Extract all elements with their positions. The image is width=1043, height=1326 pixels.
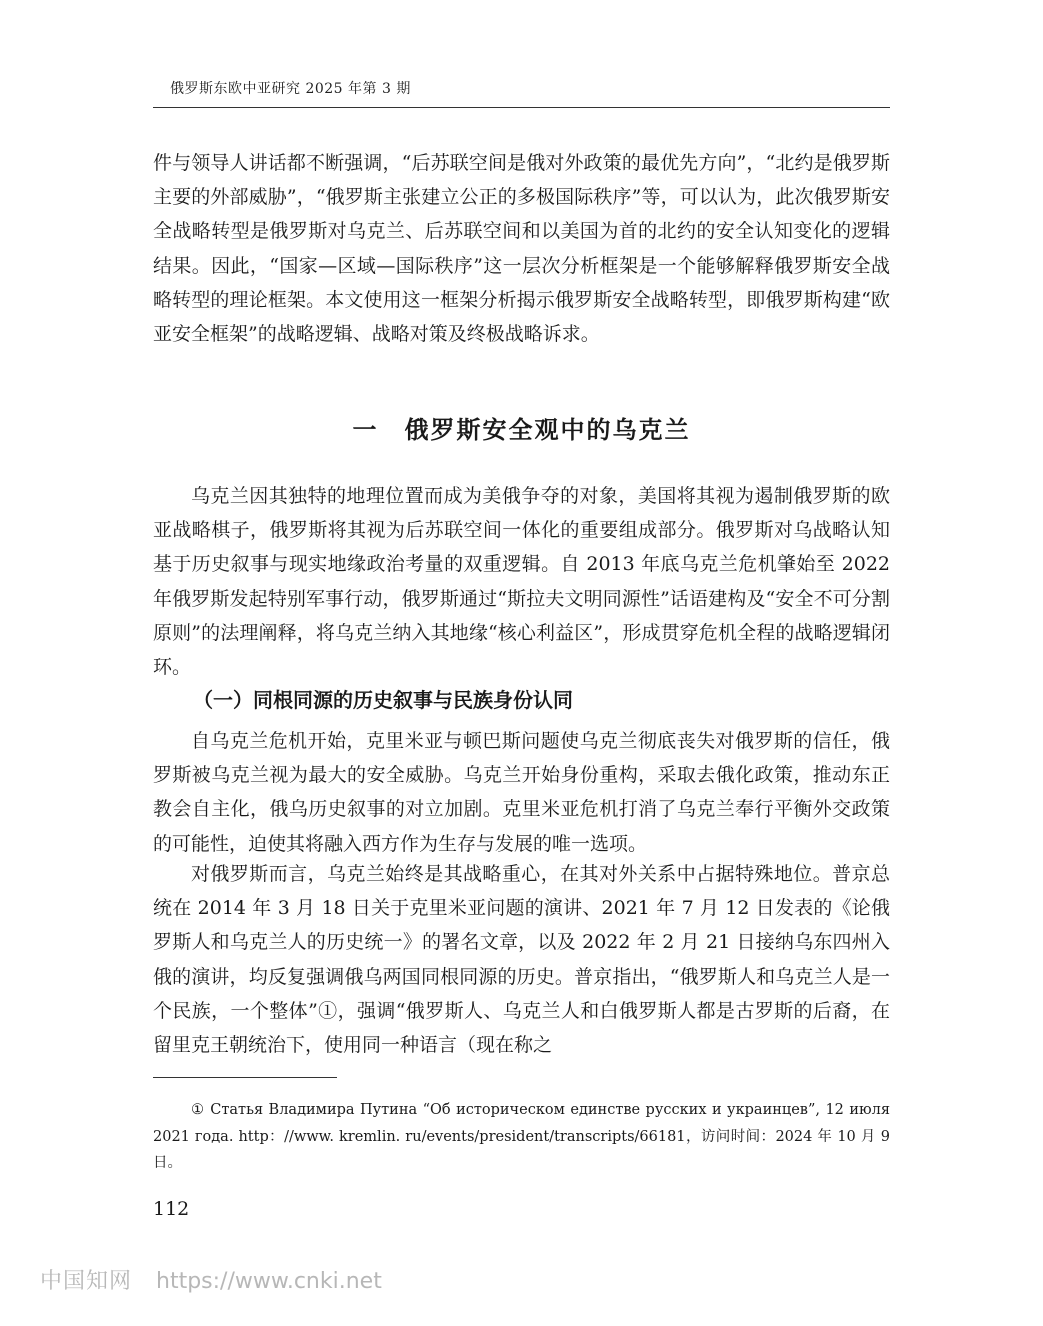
- cnki-logo-text: 中国知网: [40, 1269, 133, 1294]
- paragraph-text: 对俄罗斯而言，乌克兰始终是其战略重心，在其对外关系中占据特殊地位。普京总统在 2014 年 3 月 18 日关于克里米亚问题的演讲、2021 年 7 月 12 日发表的《论俄罗斯人和乌克兰人的历史统一》的署名文章，以及 2022 年 2 月 21 日接纳乌东四州入俄的演讲，均反复强调俄乌两国同根同源的历史。普京指出，“俄罗斯人和乌克兰人是一个民族，一个整体”: [153, 863, 890, 1022]
- footnote: ① Статья Владимира Путина “Об историческом единстве русских и украинцев”, 12 июля 2021 года. http：//www. kremlin. ru/events/president/transcripts/66181，访问时间：2024 年 10 月 9 日。: [153, 1102, 890, 1171]
- paragraph-putin-speeches: [153, 857, 890, 1062]
- footnote-marker[interactable]: ①: [317, 999, 338, 1022]
- page-number: 112: [153, 1198, 190, 1220]
- footnote-rule: [153, 1077, 337, 1078]
- section-number: 一: [352, 416, 379, 444]
- section-title-text: 俄罗斯安全观中的乌克兰: [404, 416, 691, 444]
- cnki-watermark: [40, 1264, 382, 1295]
- running-head: 俄罗斯东欧中亚研究 2025 年第 3 期: [170, 81, 411, 97]
- section-heading: [153, 410, 890, 445]
- subsection-heading: （一）同根同源的历史叙事与民族身份认同: [193, 688, 573, 712]
- paragraph-intro: 乌克兰因其独特的地理位置而成为美俄争夺的对象，美国将其视为遏制俄罗斯的欧亚战略棋子，俄罗斯将其视为后苏联空间一体化的重要组成部分。俄罗斯对乌战略认知基于历史叙事与现实地缘政治考量的双重逻辑。自 2013 年底乌克兰危机肇始至 2022 年俄罗斯发起特别军事行动，俄罗斯通过“斯拉夫文明同源性”话语建构及“安全不可分割原则”的法理阐释，将乌克兰纳入其地缘“核心利益区”，形成贯穿危机全程的战略逻辑闭环。: [153, 485, 890, 679]
- paragraph-identity: 自乌克兰危机开始，克里米亚与顿巴斯问题使乌克兰彻底丧失对俄罗斯的信任，俄罗斯被乌克兰视为最大的安全威胁。乌克兰开始身份重构，采取去俄化政策，推动东正教会自主化，俄乌历史叙事的对立加剧。克里米亚危机打消了乌克兰奉行平衡外交政策的可能性，迫使其将融入西方作为生存与发展的唯一选项。: [153, 730, 890, 855]
- header-rule: [153, 107, 890, 108]
- cnki-url[interactable]: https://www.cnki.net: [156, 1269, 382, 1294]
- paragraph-continuation: 件与领导人讲话都不断强调，“后苏联空间是俄对外政策的最优先方向”，“北约是俄罗斯主要的外部威胁”，“俄罗斯主张建立公正的多极国际秩序”等，可以认为，此次俄罗斯安全战略转型是俄罗斯对乌克兰、后苏联空间和以美国为首的北约的安全认知变化的逻辑结果。因此，“国家—区域—国际秩序”这一层次分析框架是一个能够解释俄罗斯安全战略转型的理论框架。本文使用这一框架分析揭示俄罗斯安全战略转型，即俄罗斯构建“欧亚安全框架”的战略逻辑、战略对策及终极战略诉求。: [153, 152, 890, 346]
- paragraph-text-rest: ，强调“俄罗斯人、乌克兰人和白俄罗斯人都是古罗斯的后裔，在留里克王朝统治下，使用同一种语言（现在称之: [153, 999, 890, 1057]
